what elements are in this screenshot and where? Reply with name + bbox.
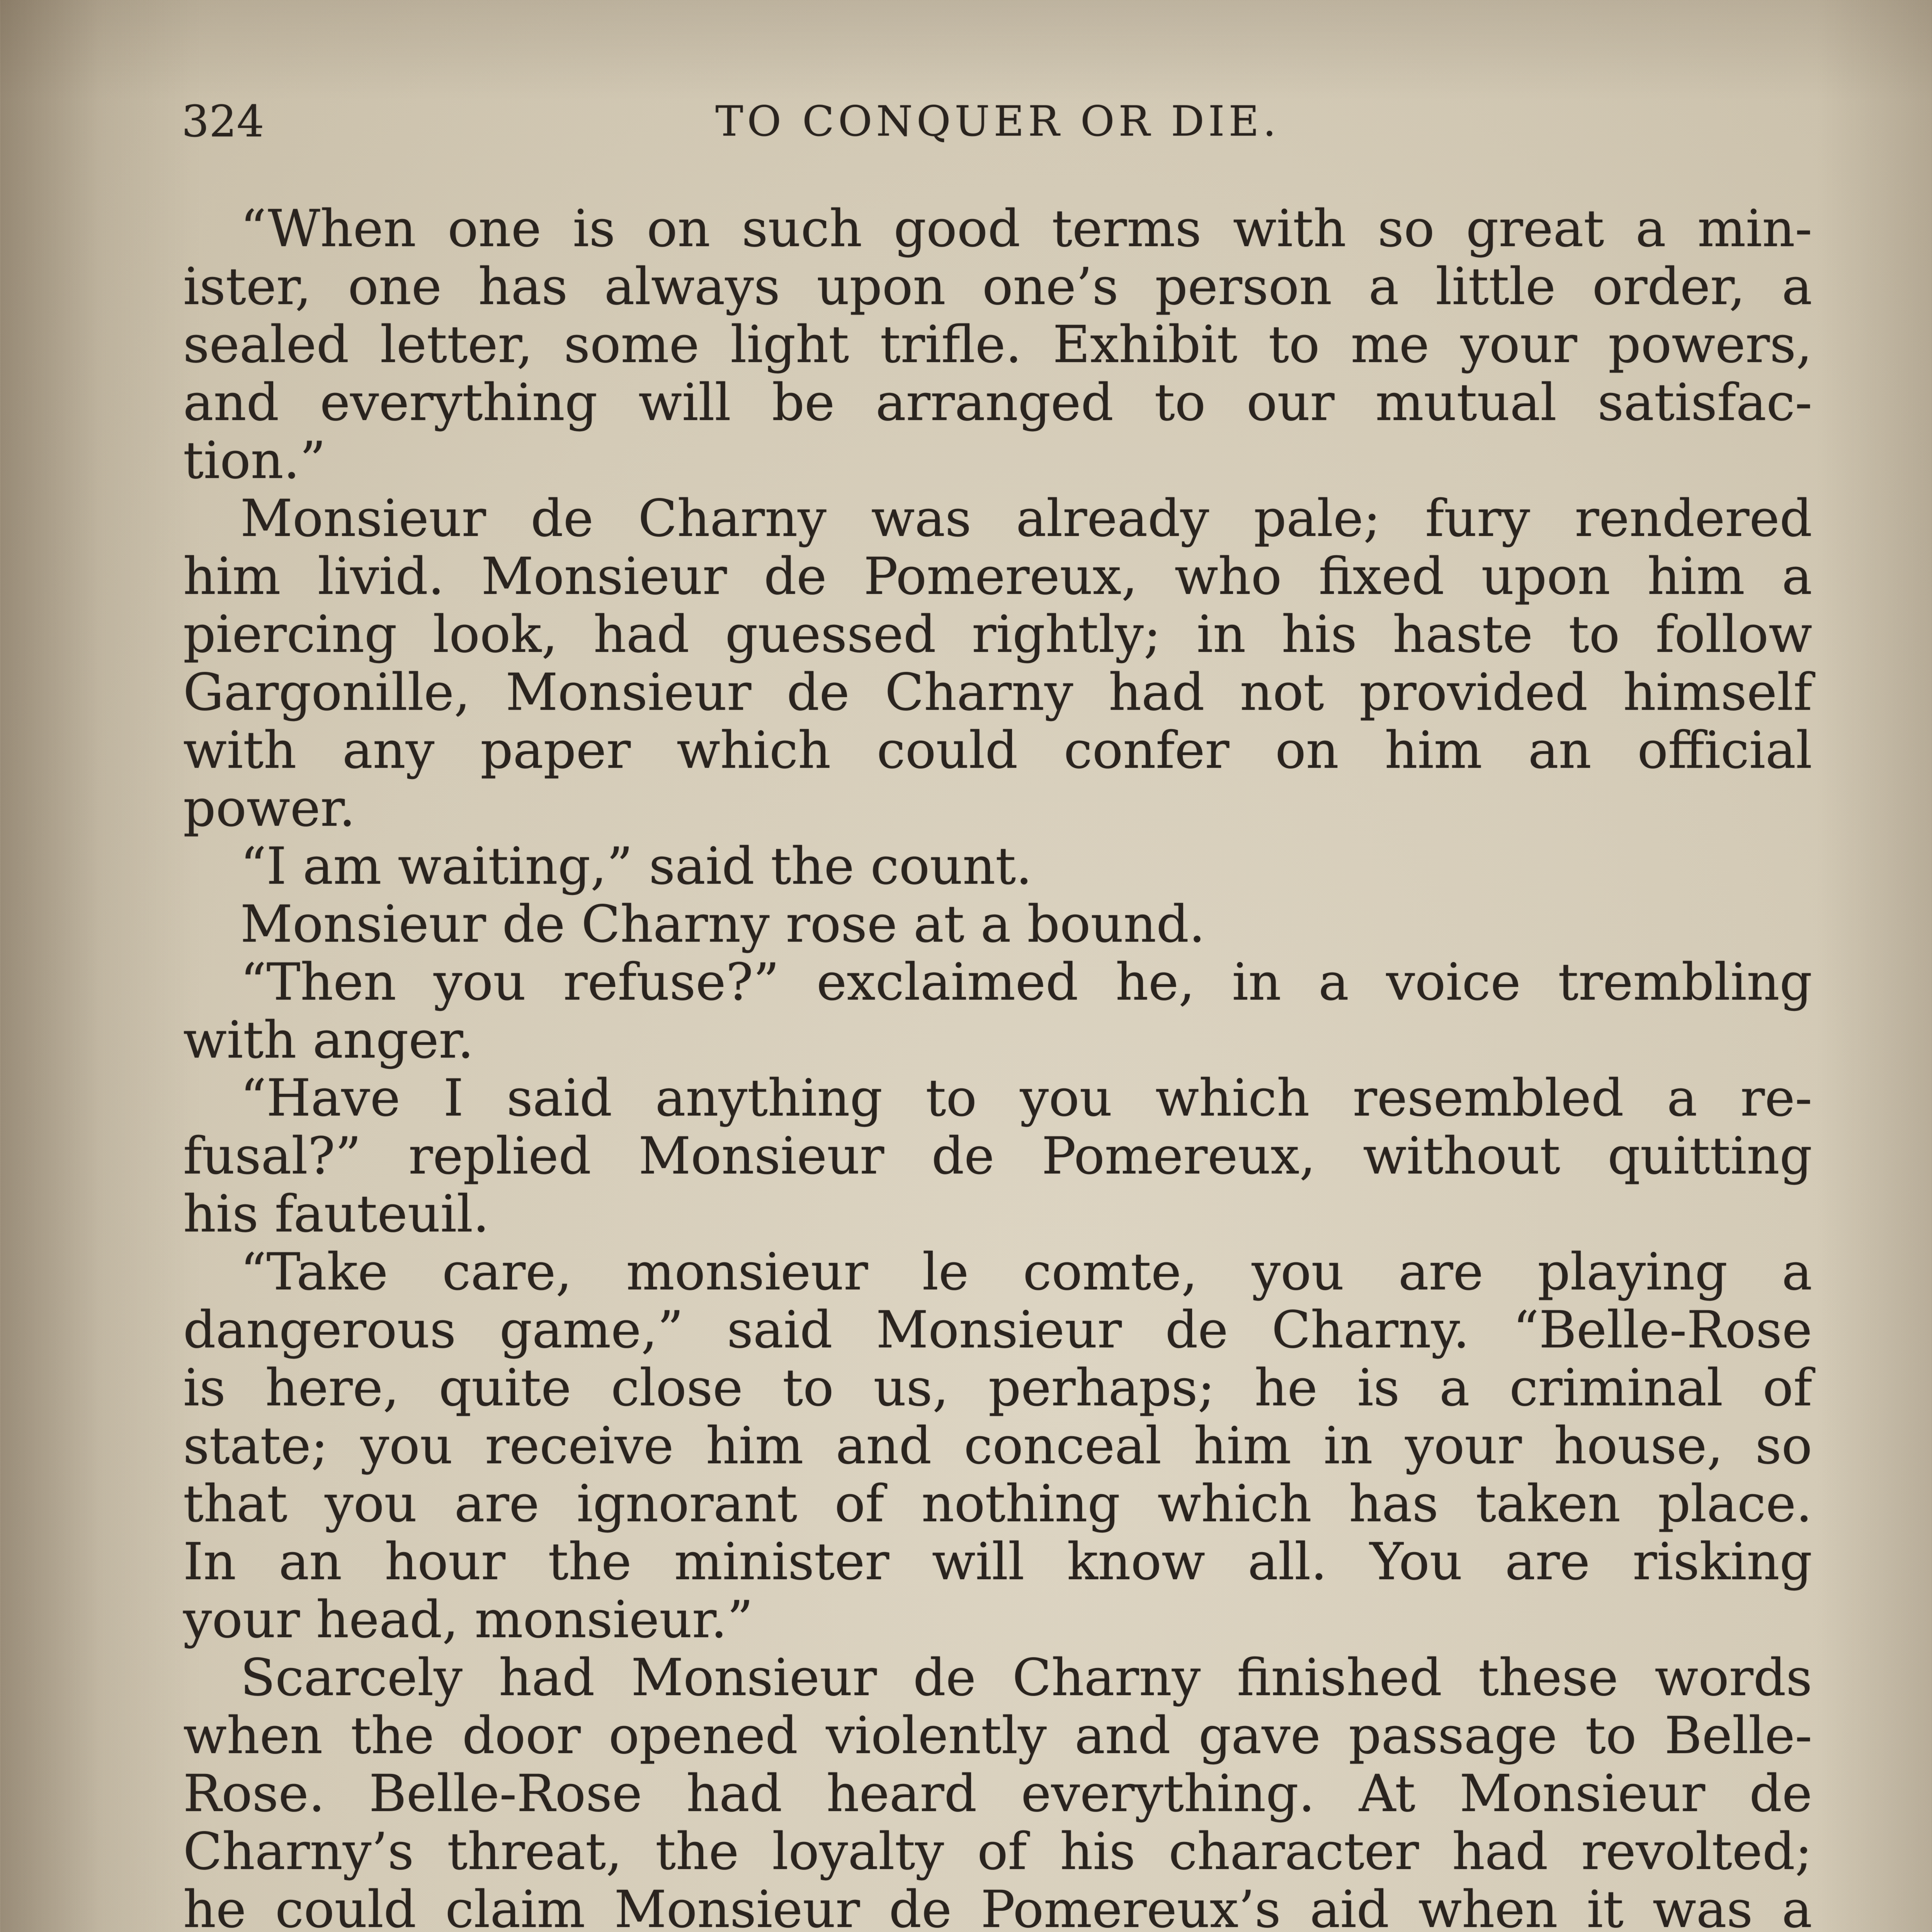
text-line: with anger. (183, 1010, 474, 1070)
text-line: his fauteuil. (183, 1184, 490, 1244)
text-line: “Have I said anything to you which resembled a re- (240, 1068, 1812, 1128)
text-line: with any paper which could confer on him an official (183, 721, 1812, 780)
text-line: dangerous game,” said Monsieur de Charny. “Belle-Rose (183, 1300, 1812, 1360)
text-line: Scarcely had Monsieur de Charny finished these words (240, 1648, 1812, 1708)
text-line: he could claim Monsieur de Pomereux’s aid when it was a (183, 1880, 1812, 1932)
text-line: and everything will be arranged to our mutual satisfac- (183, 373, 1812, 432)
text-line: sealed letter, some light trifle. Exhibit to me your powers, (183, 315, 1812, 374)
paragraph (183, 895, 1812, 953)
text-line: Charny’s threat, the loyalty of his character had revolted; (183, 1822, 1812, 1881)
text-line: Monsieur de Charny rose at a bound. (240, 895, 1205, 954)
paragraph (183, 953, 1812, 1069)
text-line: “Then you refuse?” exclaimed he, in a voice trembling (240, 952, 1812, 1012)
paragraph (183, 490, 1812, 837)
text-line: Gargonille, Monsieur de Charny had not provided himself (183, 663, 1812, 722)
text-line: your head, monsieur.” (183, 1590, 753, 1650)
page-number: 324 (182, 97, 264, 147)
text-line: tion.” (183, 431, 326, 490)
text-line: when the door opened violently and gave passage to Belle- (183, 1706, 1812, 1765)
running-title: TO CONQUER OR DIE. (715, 97, 1280, 146)
text-line: Monsieur de Charny was already pale; fury rendered (240, 489, 1812, 548)
text-line: piercing look, had guessed rightly; in his haste to follow (183, 605, 1812, 664)
text-line: “When one is on such good terms with so great a min- (240, 199, 1812, 259)
paragraph (183, 1649, 1812, 1932)
text-line: him livid. Monsieur de Pomereux, who fixed upon him a (183, 547, 1812, 606)
text-line: is here, quite close to us, perhaps; he is a criminal of (183, 1358, 1812, 1418)
paragraph (183, 200, 1812, 490)
text-line: In an hour the minister will know all. You are risking (183, 1532, 1812, 1592)
text-line: Rose. Belle-Rose had heard everything. At Monsieur de (183, 1764, 1812, 1823)
text-line: state; you receive him and conceal him in your house, so (183, 1416, 1812, 1476)
paragraph (183, 837, 1812, 895)
text-line: that you are ignorant of nothing which has taken place. (183, 1474, 1812, 1534)
text-line: fusal?” replied Monsieur de Pomereux, without quitting (183, 1126, 1812, 1186)
text-line: “I am waiting,” said the count. (240, 837, 1032, 896)
text-line: “Take care, monsieur le comte, you are playing a (240, 1242, 1812, 1302)
text-line: power. (183, 779, 355, 838)
text-line: ister, one has always upon one’s person a little order, a (183, 257, 1812, 316)
paragraph (183, 1243, 1812, 1649)
page-text (183, 200, 1812, 1932)
paragraph (183, 1069, 1812, 1243)
